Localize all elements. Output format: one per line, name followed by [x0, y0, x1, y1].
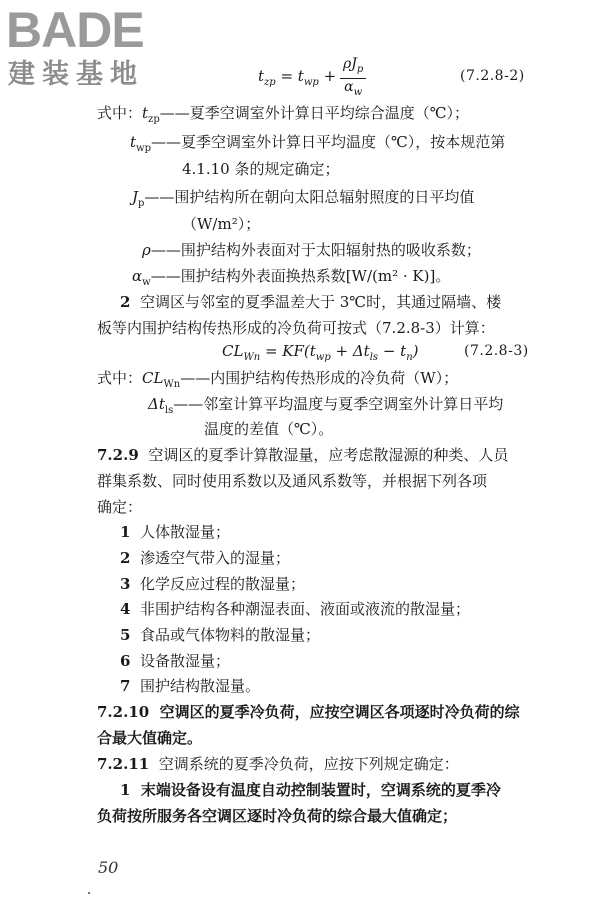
eq1-fraction: $\rho J_p$ $\alpha_w$: [340, 56, 366, 101]
list-item: 1 人体散湿量；: [120, 523, 230, 541]
list-item: 5 食品或气体物料的散湿量；: [120, 626, 320, 644]
document-page: BADE 建装基地 $t_{zp} = t_{wp}$ + $\rho J_p$ $\alpha_w$ (7.2.8-2) 式中：$t_{zp}——$夏季空调室外计算日平均综合温度（℃）； $t_{wp}——$夏季空调室外计算日平均温度（℃），按本规范第 4.1.10 条的规定确定； $J_p——$围护结构所在朝向太阳总辐射照度的日平均值 （W/m²）； ρ——围护结构外表面对于太阳辐射热的吸收系数； $\alpha_w——$围护结构外表面换热系数[W/(m² · K)]。 2 空调区与邻室的夏季温差大于 3℃时，其通过隔墙、楼 板等内围护结构传热形成的冷负荷可按式（7.2.8-3）计算： $CL_{Wn} = KF(t_{wp} + \Delta t_{ls} - t_n)$ (7.2.8-3) 式中：$CL_{Wn}——$内围护结构传热形成的冷负荷（W）； $\Delta t_{ls}——$邻室计算平均温度与夏季空调室外计算日平均 温度的差值（℃）。 7.2.9 空调区的夏季计算散湿量，应考虑散湿源的种类、人员 群集系数、同时使用系数以及通风系数等，并根据下列各项 确定： 1 人体散湿量； 2 渗透空气带入的湿量； 3 化学反应过程的散湿量； 4 非围护结构各种潮湿表面、液面或液流的散湿量； 5 食品或气体物料的散湿量； 6 设备散湿量； 7 围护结构散湿量。 7.2.10 空调区的夏季冷负荷，应按空调区各项逐时冷负荷的综 合最大值确定。 7.2.11 空调系统的夏季冷负荷，应按下列规定确定： 1 末端设备设有温度自动控制装置时，空调系统的夏季冷 负荷按所服务各空调区逐时冷负荷的综合最大值确定； 50: [0, 0, 600, 900]
bade-logo: [6, 4, 176, 90]
list-item: 4 非围护结构各种潮湿表面、液面或液流的散湿量；: [120, 600, 470, 618]
list-item: 7 围护结构散湿量。: [120, 677, 260, 695]
page-number: 50: [98, 858, 119, 877]
logo-chinese-text: 建装基地: [8, 59, 144, 90]
scan-speck: [88, 892, 90, 894]
list-item: 2 渗透空气带入的湿量；: [120, 549, 290, 567]
eq1-lhs: t: [258, 67, 265, 85]
list-item: 6 设备散湿量；: [120, 652, 230, 670]
eq2-number: (7.2.8-3): [464, 343, 529, 359]
eq1-number: (7.2.8-2): [460, 68, 525, 84]
logo-wordmark: BADE: [6, 2, 144, 58]
list-item: 3 化学反应过程的散湿量；: [120, 575, 305, 593]
